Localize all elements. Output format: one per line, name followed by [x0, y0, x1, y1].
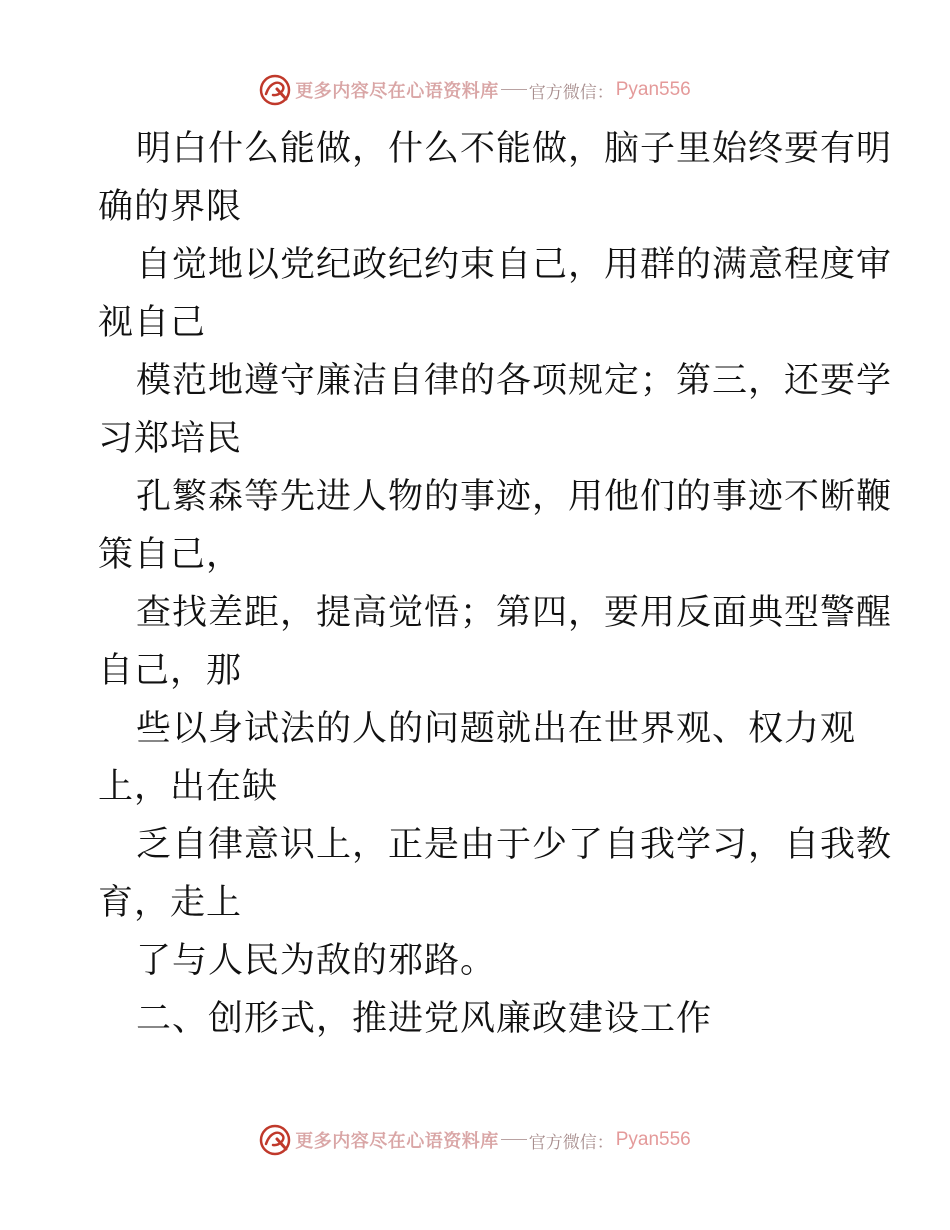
paragraph-line-continued: 自己，那 — [98, 651, 243, 691]
red-cursive-logo-icon — [259, 1124, 291, 1156]
paragraph-line: 查找差距，提高觉悟；第四，要用反面典型警醒 — [136, 593, 893, 633]
banner-dash-divider — [501, 1139, 527, 1140]
paragraph — [98, 120, 893, 236]
section-heading-text: 二、创形式，推进党风廉政建设工作 — [136, 999, 713, 1039]
paragraph — [98, 816, 893, 932]
paragraph-line: 乏自律意识上，正是由于少了自我学习，自我教 — [136, 825, 893, 865]
banner-wechat-label: 官方微信： — [528, 82, 614, 103]
paragraph-line: 了与人民为敌的邪路。 — [136, 941, 497, 981]
header-watermark-banner — [0, 70, 950, 110]
banner-main-text: 更多内容尽在心语资料库 — [295, 1131, 499, 1152]
paragraph — [98, 700, 858, 816]
footer-watermark-banner — [0, 1120, 950, 1160]
paragraph — [98, 236, 893, 352]
paragraph-line-continued: 视自己 — [98, 303, 207, 343]
paragraph — [98, 584, 893, 700]
paragraph-line-continued: 确的界限 — [98, 187, 243, 227]
paragraph — [98, 932, 858, 990]
paragraph-line: 孔繁森等先进人物的事迹，用他们的事迹不断鞭 — [136, 477, 893, 517]
banner-wechat-label: 官方微信： — [528, 1132, 614, 1153]
paragraph-line: 自觉地以党纪政纪约束自己，用群的满意程度审 — [136, 245, 893, 285]
section-heading — [98, 990, 858, 1048]
paragraph-line-continued: 策自己， — [98, 535, 243, 575]
paragraph-line: 明白什么能做，什么不能做，脑子里始终要有明 — [136, 129, 893, 169]
banner-dash-divider — [501, 89, 527, 90]
document-body — [98, 120, 893, 1048]
paragraph-line-continued: 育，走上 — [98, 883, 243, 923]
paragraph-line: 模范地遵守廉洁自律的各项规定；第三，还要学 — [136, 361, 893, 401]
red-cursive-logo-icon — [259, 74, 291, 106]
banner-wechat-id: Pyan556 — [615, 1129, 691, 1150]
paragraph — [98, 468, 893, 584]
paragraph — [98, 352, 893, 468]
paragraph-line-continued: 习郑培民 — [98, 419, 243, 459]
paragraph-line-continued: 上，出在缺 — [98, 767, 279, 807]
banner-wechat-id: Pyan556 — [615, 79, 691, 100]
banner-main-text: 更多内容尽在心语资料库 — [295, 81, 499, 102]
paragraph-line: 些以身试法的人的问题就出在世界观、权力观 — [136, 709, 857, 749]
